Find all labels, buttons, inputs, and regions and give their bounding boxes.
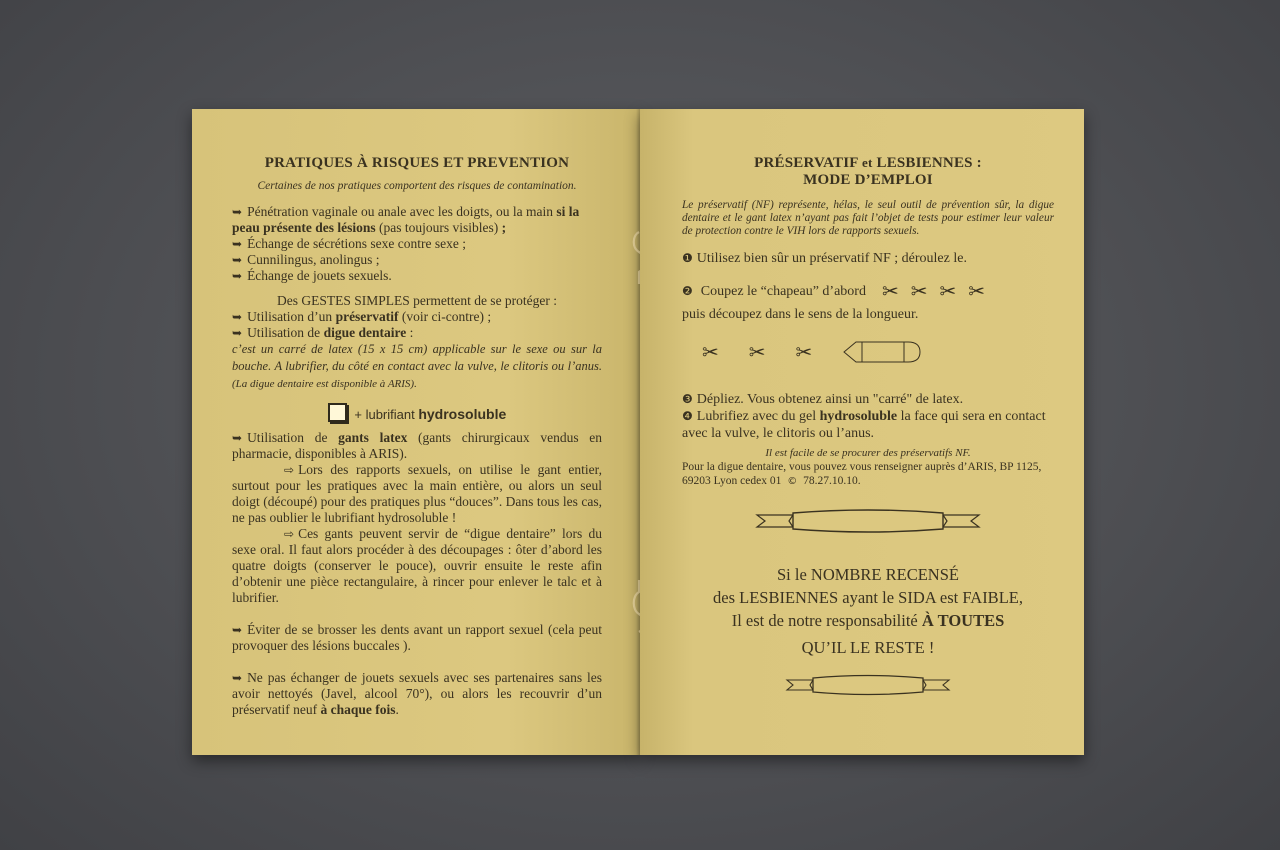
tip1-text: Éviter de se brosser les dents avant un rapport sexuel (cela peut provoquer des lésions buccales ). (232, 622, 602, 653)
closing-line-3 (682, 609, 1054, 632)
step2-text: Coupez le “chapeau” d’abord (700, 284, 866, 299)
step3-text: Dépliez. Vous obtenez ainsi un "carré" de latex. (696, 392, 964, 407)
right-page-title-line1 (682, 155, 1054, 172)
g2-desc: c’est un carré de latex (15 x 15 cm) applicable sur le sexe ou sur la bouche. A lubrifier, du côté en contact avec la vulve, le clitoris ou l’anus. (232, 342, 602, 373)
right-intro: Le préservatif (NF) représente, hélas, le seul outil de prévention sûr, la digue dentaire et le gant latex n’ayant pas fait l’objet de tests pour estimer leur valeur de protection contre le VIH lors de rapports sexuels. (682, 199, 1054, 237)
title-et: et (862, 155, 873, 170)
gesture-1 (232, 309, 602, 325)
dam-bold: hydrosoluble (418, 406, 507, 422)
g1-paren: (voir ci-contre) ; (401, 309, 492, 324)
step4-text-end: la face qui sera en contact avec la vulve, le clitoris ou l’anus. (682, 409, 1046, 441)
tip-2 (232, 670, 602, 718)
risk4-text: Échange de jouets sexuels. (247, 268, 392, 283)
step4-bold: hydrosoluble (819, 409, 898, 424)
closing3-text: Il est de notre responsabilité (731, 611, 918, 630)
scissors-icon-row (881, 279, 998, 303)
risk1-semicolon: ; (501, 220, 507, 235)
g3-text: Utilisation de (247, 430, 328, 445)
scissors-icon: ✂ (968, 279, 998, 303)
closing3-bold: À TOUTES (921, 611, 1005, 630)
easy-to-get-note: Il est facile de se procurer des préservatifs NF. (765, 447, 971, 459)
scissors-icon: ✂ (748, 340, 778, 364)
arrow-bullet-icon: ➥ (232, 671, 243, 685)
gesture-2 (232, 325, 602, 341)
g2-note: (La digue dentaire est disponible à ARIS). (232, 378, 417, 390)
risk-item-4 (232, 268, 602, 284)
left-page-title: PRATIQUES À RISQUES ET PREVENTION (264, 155, 570, 171)
tip2-end: . (395, 702, 399, 717)
left-page (192, 109, 640, 755)
address-text: Pour la digue dentaire, vous pouvez vous renseigner auprès d’ARIS, BP 1125, 69203 Lyon cedex 01 (682, 461, 1042, 487)
closing-line-2: des LESBIENNES ayant le SIDA est FAIBLE, (713, 588, 1023, 607)
risk2-text: Échange de sécrétions sexe contre sexe ; (247, 236, 466, 251)
g3-desc: (gants chirurgicaux vendus en pharmacie, disponibles à ARIS). (232, 430, 603, 461)
tip2-text: Ne pas échanger de jouets sexuels avec ses partenaires sans les avoir nettoyés (Javel, alcool 70°), ou alors les recouvrir d’un préservatif neuf (232, 670, 602, 717)
phone-icon: © (787, 476, 798, 487)
scissors-icon: ✂ (702, 340, 731, 364)
tip2-bold: à chaque fois (320, 702, 396, 717)
aris-address (682, 460, 1054, 489)
dental-dam-line (232, 403, 602, 422)
risk-item-2 (232, 236, 602, 252)
scissors-icon: ✂ (881, 279, 911, 303)
step-2-continuation: puis découpez dans le sens de la longueur. (682, 307, 919, 322)
condom-diagram-icon (842, 339, 924, 365)
risk1-bold: si la peau présente des lésions (232, 204, 580, 235)
dam-plus-text: + lubrifiant (354, 407, 415, 422)
arrow-bullet-icon: ➥ (232, 269, 243, 283)
arrow-bullet-icon: ➥ (232, 205, 243, 219)
ribbon-banner-icon (783, 673, 953, 697)
step1-text: Utilisez bien sûr un préservatif NF ; déroulez le. (696, 251, 967, 266)
tip-1 (232, 622, 602, 654)
g3-p1: Lors des rapports sexuels, on utilise le gant entier, surtout pour les pratiques avec la main entière, ou alors un seul doigt (découpé) pour des pratiques plus “douces”. Dans tous les cas, ne pas oublier le lubrifiant hydrosoluble ! (232, 462, 602, 525)
step4-number: ❹ (682, 409, 693, 423)
arrow-bullet-icon: ➥ (232, 237, 243, 251)
arrow-bullet-icon: ➥ (232, 431, 243, 445)
cutting-diagram (702, 339, 1054, 365)
risk3-text: Cunnilingus, anolingus ; (247, 252, 380, 267)
step-3 (682, 391, 1054, 408)
g2-text: Utilisation de (247, 325, 321, 340)
gloves-paragraph-1 (232, 462, 602, 526)
gestures-intro: Des GESTES SIMPLES permettent de se protéger : (276, 293, 558, 308)
left-intro: Certaines de nos pratiques comportent des risques de contamination. (257, 180, 577, 192)
arrow-bullet-icon: ➥ (232, 310, 243, 324)
step4-text: Lubrifiez avec du gel (696, 409, 817, 424)
g2-colon: : (409, 325, 414, 340)
step2-number: ❷ (682, 284, 693, 298)
scissors-icon: ✂ (795, 340, 825, 364)
gloves-paragraph-2 (232, 526, 602, 606)
dental-dam-square-icon (328, 403, 347, 422)
ribbon-banner-icon (753, 507, 983, 535)
g2-bold: digue dentaire (323, 325, 407, 340)
arrow-bullet-icon: ➥ (232, 253, 243, 267)
gesture-3 (232, 430, 602, 462)
g1-bold: préservatif (335, 309, 399, 324)
g1-text: Utilisation d’un (247, 309, 333, 324)
scissors-icon: ✂ (939, 279, 969, 303)
g3-bold: gants latex (338, 430, 408, 445)
phone-number: 78.27.10.10. (803, 475, 861, 487)
arrow-bullet-icon: ➥ (232, 326, 243, 340)
right-page-title-line2: MODE D’EMPLOI (803, 172, 933, 188)
scissors-icon: ✂ (910, 279, 940, 303)
risk1-paren: (pas toujours visibles) (379, 220, 499, 235)
closing-line-4: QU’IL LE RESTE ! (801, 638, 935, 657)
closing-line-1: Si le NOMBRE RECENSÉ (777, 565, 959, 584)
arrow-bullet-icon: ➥ (232, 623, 243, 637)
risk-item-3 (232, 252, 602, 268)
step-1 (682, 250, 1054, 267)
risk1-text: Pénétration vaginale ou anale avec les doigts, ou la main (247, 204, 553, 219)
title-preservatif: PRÉSERVATIF (754, 155, 859, 171)
step1-number: ❶ (682, 251, 693, 265)
step-2 (682, 279, 1054, 303)
step-4 (682, 408, 1054, 442)
right-page (640, 109, 1084, 755)
hollow-arrow-icon: ⇨ (284, 463, 295, 477)
g3-p2: Ces gants peuvent servir de “digue dentaire” lors du sexe oral. Il faut alors procéder à des découpages : ôter d’abord les quatre doigts (conserver le pouce), ouvrir ensuite le reste afin d’obtenir une pièce rectangulaire, à rincer pour enlever le talc et à lubrifier. (232, 526, 602, 605)
hollow-arrow-icon: ⇨ (284, 527, 295, 541)
step3-number: ❸ (682, 392, 693, 406)
risk-item-1 (232, 204, 602, 236)
title-lesbiennes: LESBIENNES : (876, 155, 982, 171)
dental-dam-description (232, 341, 602, 393)
